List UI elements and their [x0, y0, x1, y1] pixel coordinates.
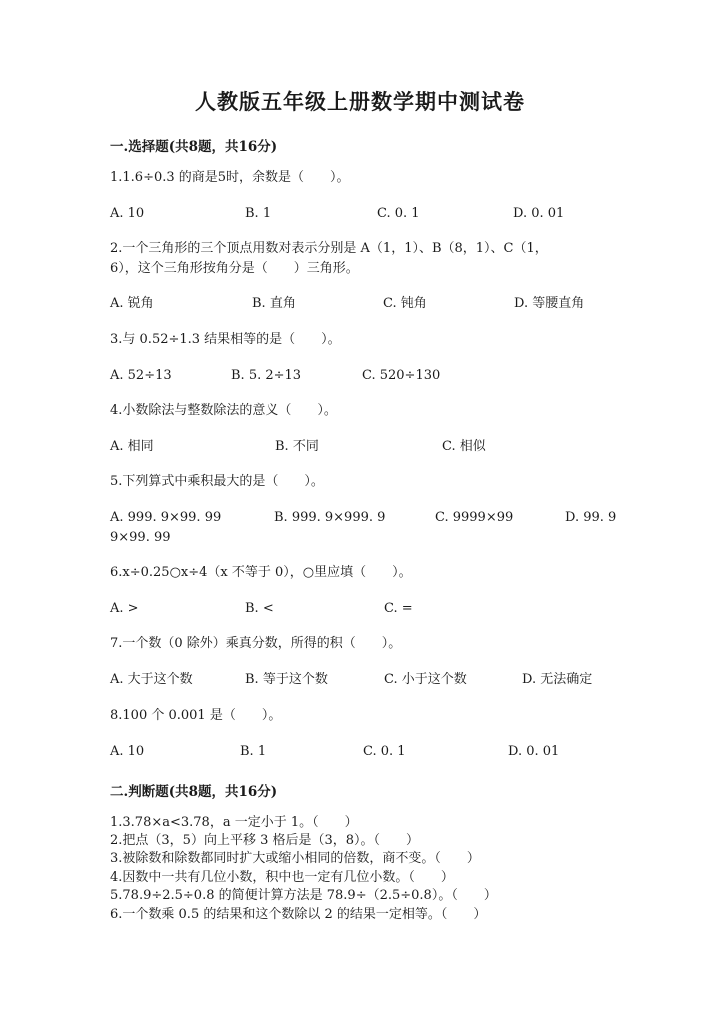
true-false-item: 3.被除数和除数都同时扩大或缩小相同的倍数，商不变。（ ） — [110, 851, 480, 866]
true-false-item: 6.一个数乘 0.5 的结果和这个数除以 2 的结果一定相等。（ ） — [110, 907, 487, 922]
option-b: B. 1 — [240, 744, 267, 759]
option-a: A. 10 — [110, 744, 145, 759]
option-c: C. 钝角 — [383, 296, 427, 311]
option-a: A. 大于这个数 — [110, 672, 193, 687]
section-heading-choice: 一.选择题(共8题，共16分) — [110, 139, 278, 155]
question-stem: 1.1.6÷0.3 的商是5时，余数是（ ）。 — [110, 170, 350, 185]
section-heading-true-false: 二.判断题(共8题，共16分) — [110, 784, 278, 800]
option-b: B. 等于这个数 — [245, 672, 328, 687]
option-c: C. 0. 1 — [377, 206, 420, 221]
option-d: D. 0. 01 — [508, 744, 560, 759]
option-a: A. > — [110, 601, 139, 616]
option-a: A. 相同 — [110, 439, 154, 454]
option-d: D. 0. 01 — [513, 206, 565, 221]
option-b: B. 不同 — [275, 439, 319, 454]
option-a: A. 10 — [110, 206, 145, 221]
option-d: D. 等腰直角 — [514, 296, 585, 311]
option-c: C. 9999×99 — [435, 510, 514, 525]
option-c: C. 相似 — [442, 439, 486, 454]
option-c: C. 0. 1 — [363, 744, 406, 759]
true-false-item: 2.把点（3，5）向上平移 3 格后是（3，8）。（ ） — [110, 833, 420, 848]
option-b: B. 直角 — [252, 296, 296, 311]
option-d: D. 无法确定 — [522, 672, 593, 687]
true-false-item: 5.78.9÷2.5÷0.8 的简便计算方法是 78.9÷（2.5÷0.8）。（ ） — [110, 888, 497, 903]
option-a: A. 999. 9×99. 99 — [110, 510, 222, 525]
true-false-item: 1.3.78×a<3.78，a 一定小于 1。（ ） — [110, 815, 358, 830]
option-b: B. 999. 9×999. 9 — [274, 510, 386, 525]
option-c: C. 520÷130 — [362, 368, 441, 383]
question-stem: 7.一个数（0 除外）乘真分数，所得的积（ ）。 — [110, 636, 402, 651]
option-b: B. 5. 2÷13 — [231, 368, 302, 383]
option-c: C. 小于这个数 — [384, 672, 467, 687]
option-a: A. 锐角 — [110, 296, 154, 311]
option-b: B. 1 — [245, 206, 272, 221]
option-d-continued: 9×99. 99 — [110, 530, 171, 545]
question-stem: 8.100 个 0.001 是（ ）。 — [110, 708, 282, 723]
page-title: 人教版五年级上册数学期中测试卷 — [195, 89, 525, 114]
question-stem: 2.一个三角形的三个顶点用数对表示分别是 A（1，1）、B（8，1）、C（1， — [110, 241, 548, 256]
question-stem: 3.与 0.52÷1.3 结果相等的是（ ）。 — [110, 332, 341, 347]
option-a: A. 52÷13 — [110, 368, 172, 383]
question-stem-continued: 6），这个三角形按角分是（ ）三角形。 — [110, 261, 359, 276]
question-stem: 4.小数除法与整数除法的意义（ ）。 — [110, 403, 337, 418]
question-stem: 6.x÷0.25○x÷4（x 不等于 0），○里应填（ ）。 — [110, 565, 412, 580]
true-false-item: 4.因数中一共有几位小数，积中也一定有几位小数。（ ） — [110, 870, 454, 885]
question-stem: 5.下列算式中乘积最大的是（ ）。 — [110, 474, 324, 489]
option-b: B. < — [245, 601, 274, 616]
option-c: C. = — [384, 601, 413, 616]
option-d: D. 99. 9 — [565, 510, 617, 525]
